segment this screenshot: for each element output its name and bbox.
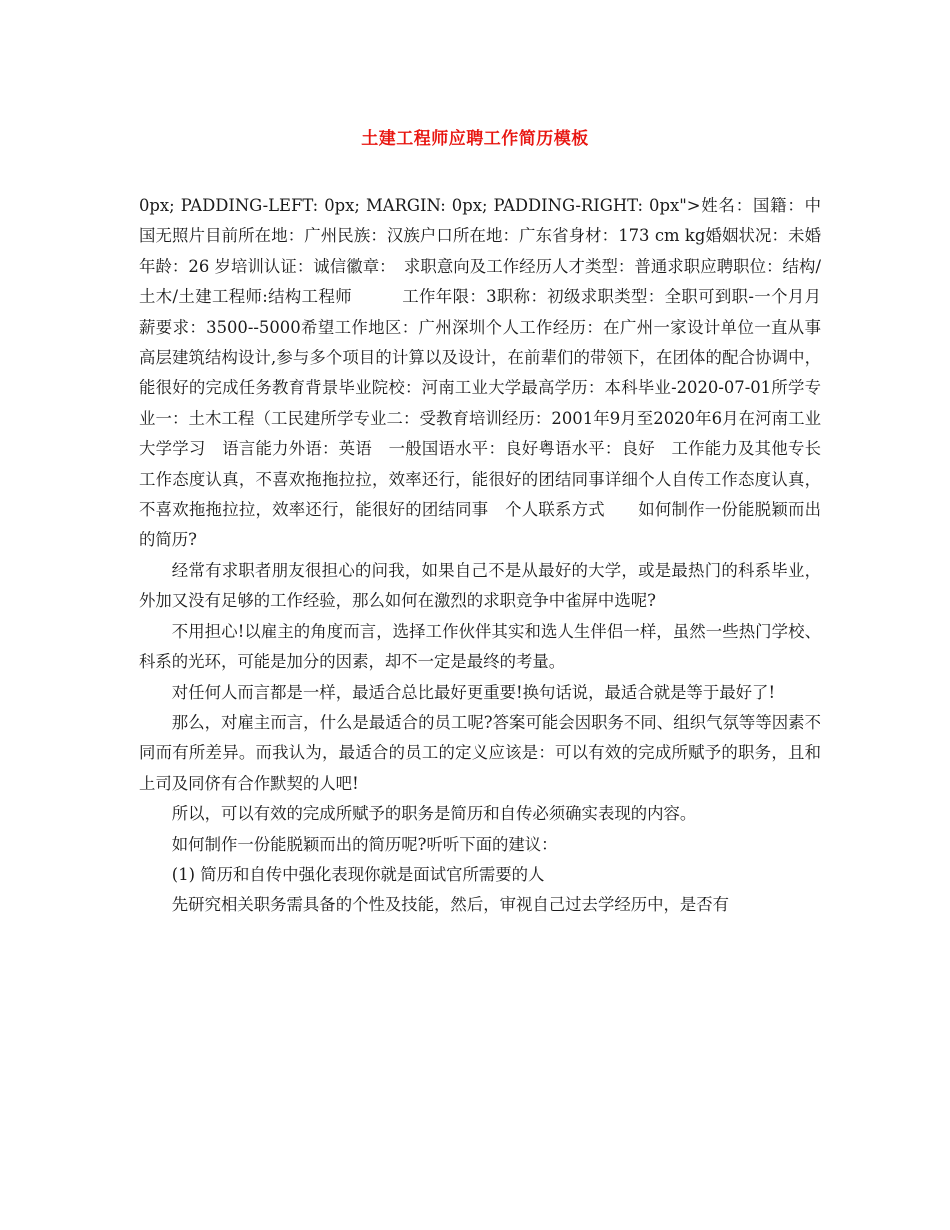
paragraph-2: 不用担心!以雇主的角度而言，选择工作伙伴其实和选人生伴侣一样，虽然一些热门学校、科系的光环，可能是加分的因素，却不一定是最终的考量。 [139,621,821,672]
resume-details-block: 0px; PADDING-LEFT: 0px; MARGIN: 0px; PADDING-RIGHT: 0px">姓名：国籍：中国无照片目前所在地：广州民族：汉族户口所在地：广东省身材：173 cm kg婚姻状况：未婚年龄：26 岁培训认证：诚信徽章： 求职意向及工作经历人才类型：普通求职应聘职位：结构/土木/土建工程师:结构工程师 工作年限：3职称：初级求职类型：全职可到职-一个月月薪要求：3500--5000希望工作地区：广州深圳个人工作经历：在广州一家设计单位一直从事高层建筑结构设计,参与多个项目的计算以及设计，在前辈们的带领下，在团体的配合协调中，能很好的完成任务教育背景毕业院校：河南工业大学最高学历：本科毕业-2020-07-01所学专业一：土木工程（工民建所学专业二：受教育培训经历：2001年9月至2020年6月在河南工业大学学习 语言能力外语：英语 一般国语水平：良好粤语水平：良好 工作能力及其他专长工作态度认真，不喜欢拖拖拉拉，效率还行，能很好的团结同事详细个人自传工作态度认真，不喜欢拖拖拉拉，效率还行，能很好的团结同事 个人联系方式 如何制作一份能脱颖而出的简历? [139,196,821,550]
paragraph-8: 先研究相关职务需具备的个性及技能，然后，审视自己过去学经历中，是否有 [171,895,730,915]
document-title: 土建工程师应聘工作简历模板 [361,129,589,149]
paragraph-7: (1) 简历和自传中强化表现你就是面试官所需要的人 [171,864,545,884]
paragraph-3: 对任何人而言都是一样，最适合总比最好更重要!换句话说，最适合就是等于最好了! [171,682,776,702]
paragraph-6: 如何制作一份能脱颖而出的简历呢?听听下面的建议： [171,834,558,854]
document-body [139,191,821,921]
paragraph-4: 那么，对雇主而言，什么是最适合的员工呢?答案可能会因职务不同、组织气氛等等因素不同而有所差异。而我认为，最适合的员工的定义应该是：可以有效的完成所赋予的职务，且和上司及同侪有合作默契的人吧! [139,712,821,793]
paragraph-1: 经常有求职者朋友很担心的问我，如果自己不是从最好的大学，或是最热门的科系毕业，外加又没有足够的工作经验，那么如何在激烈的求职竞争中雀屏中选呢? [139,560,821,611]
paragraph-5: 所以，可以有效的完成所赋予的职务是简历和自传必须确实表现的内容。 [171,804,697,824]
